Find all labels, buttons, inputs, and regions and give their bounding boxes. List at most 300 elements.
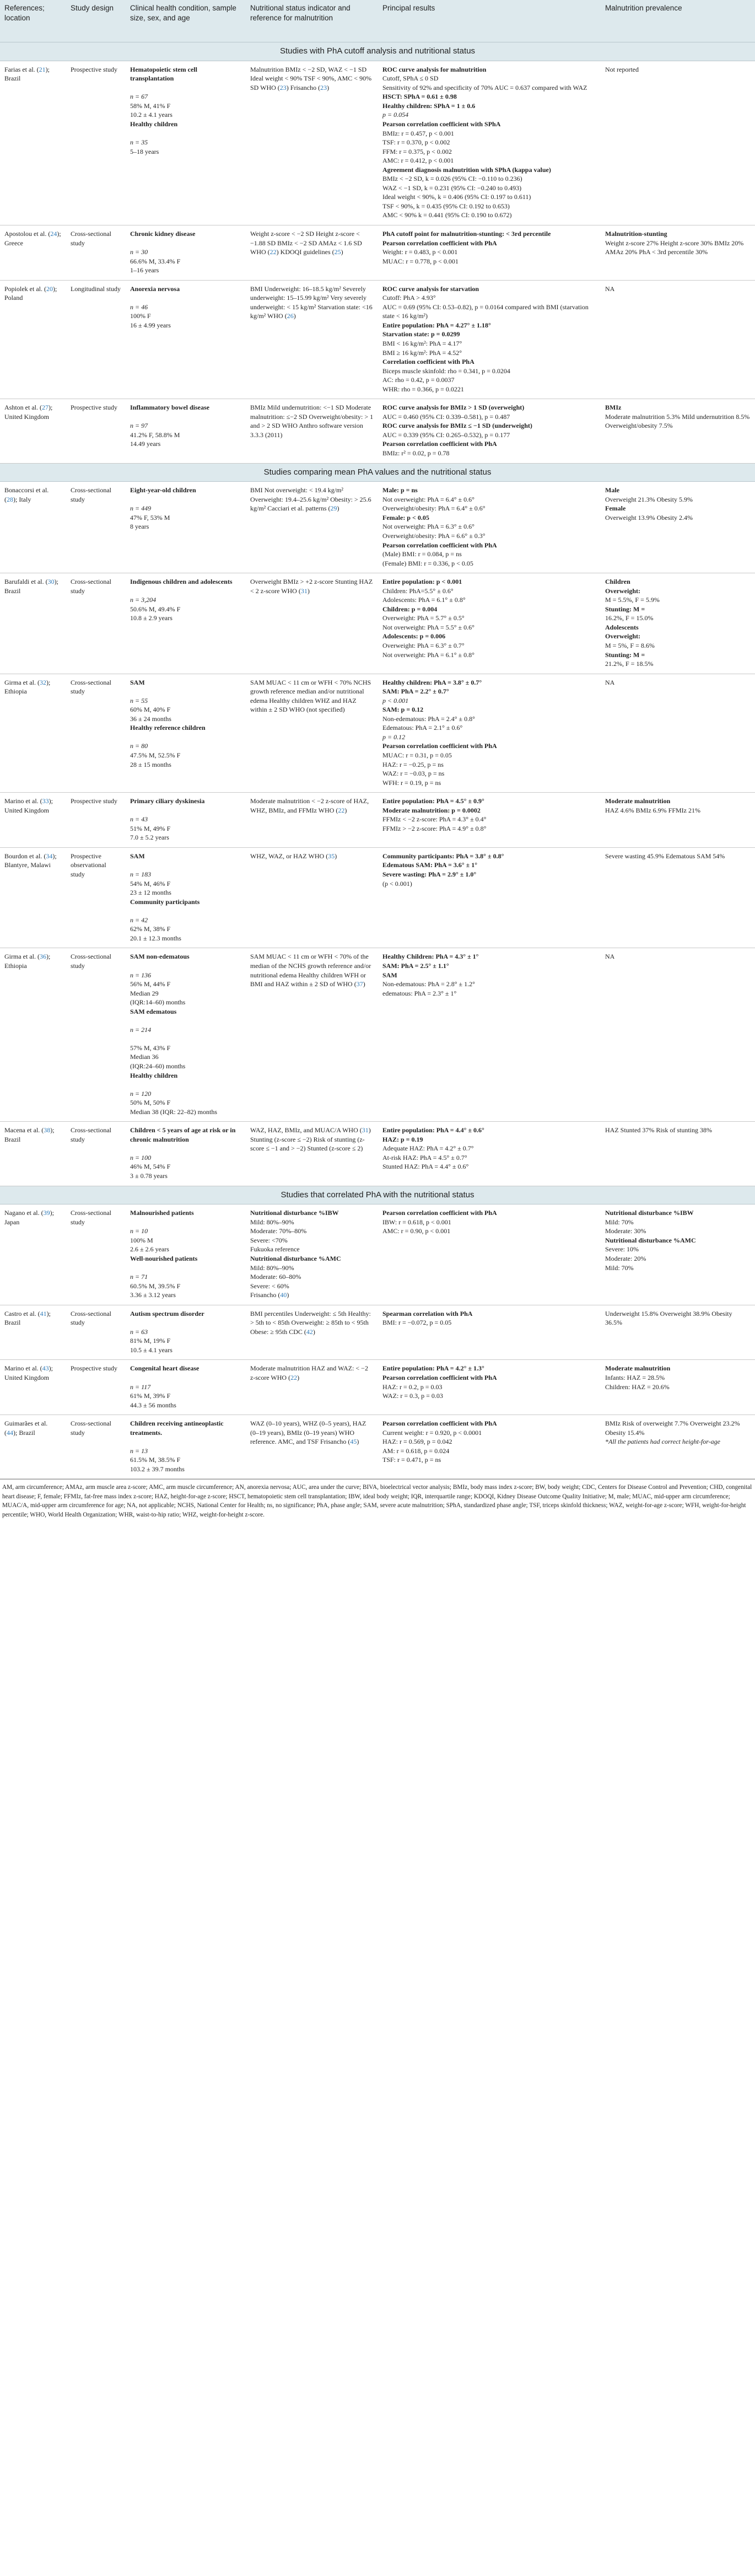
result-line: Children: p = 0.004 [382,605,438,613]
citation-link[interactable]: 30 [47,578,55,586]
result-line: AUC = 0.460 (95% CI: 0.339–0.581), p = 0.487 [382,412,510,421]
prevalence-line: Moderate: 20% [605,1254,646,1262]
cell-study-design: Cross-sectional study [66,1122,126,1186]
citation-link[interactable]: 38 [44,1126,51,1134]
condition-line: n = 214 [130,1025,152,1034]
citation-link[interactable]: 22 [338,806,345,814]
condition-line: 14.49 years [130,440,161,448]
prevalence-line: Overweight: [605,632,640,641]
citation-link[interactable]: 31 [362,1126,369,1134]
condition-line [130,1034,241,1044]
condition-line: 51% M, 49% F [130,824,171,832]
result-line: Agreement diagnosis malnutrition with SPhA (kappa value) [382,165,551,174]
condition-line [130,1016,241,1025]
cell-clinical-condition [126,948,246,1122]
prevalence-line: Malnutrition-stunting [605,229,667,238]
citation-link[interactable]: 36 [39,953,46,961]
cell-principal-results [378,482,601,573]
cell-nutritional-indicator [246,280,378,399]
indicator-text: ) [293,312,296,320]
condition-line: Congenital heart disease [130,1364,199,1373]
cell-clinical-condition [126,61,246,225]
condition-line: Hematopoietic stem cell transplantation [130,65,199,83]
cell-malnutrition-prevalence [601,482,755,573]
citation-link[interactable]: 44 [7,1428,13,1437]
cell-malnutrition-prevalence [601,280,755,399]
condition-line [130,1080,241,1089]
reference-text: ); Brazil [4,1126,55,1143]
cell-malnutrition-prevalence [601,1415,755,1479]
result-line: WAZ < −1 SD, k = 0.231 (95% CI: −0.240 to 0.493) [382,184,522,192]
result-line: BMI < 16 kg/m²: PhA = 4.17° [382,340,462,347]
cell-principal-results [378,948,601,1122]
citation-link[interactable]: 26 [287,312,294,320]
result-line: HSCT: SPhA = 0.61 ± 0.98 [382,93,457,101]
result-line: Entire population: PhA = 4.4° ± 0.6° [382,1126,484,1134]
result-line: At-risk HAZ: PhA = 4.5° ± 0.7° [382,1153,467,1161]
cell-nutritional-indicator [246,1204,378,1305]
condition-line [130,733,241,742]
indicator-text: BMI percentiles Underweight: ≤ 5th Healthy: > 5th to < 85th Overweight: ≥ 85th to < 95th Obese: ≥ 95th CDC ( [250,1309,371,1336]
condition-line: 3 ± 0.78 years [130,1171,168,1180]
citation-link[interactable]: 23 [279,83,287,92]
result-line: Overweight: PhA = 6.3° ± 0.7° [382,642,465,649]
cell-clinical-condition [126,280,246,399]
indicator-text: WHZ, WAZ, or HAZ WHO ( [250,852,328,860]
prevalence-line: NA [605,678,615,686]
result-line: Pearson correlation coefficient with SPhA [382,120,501,128]
condition-line: Median 38 (IQR: 22–82) months [130,1107,217,1116]
result-line: HAZ: r = −0.25, p = ns [382,760,444,768]
result-line: TSF: r = 0.471, p = ns [382,1456,441,1464]
result-line: Ideal weight < 90%, k = 0.406 (95% CI: 0.197 to 0.611) [382,193,531,201]
indicator-text: Fukuoka reference [250,1245,300,1254]
result-line: HAZ: r = 0.569, p = 0.042 [382,1438,452,1446]
condition-line [130,1437,241,1446]
result-line: Male: p = ns [382,486,418,494]
header-row [0,0,755,42]
table-row [0,1360,755,1415]
section-title: Studies that correlated PhA with the nutritional status [0,1186,755,1204]
result-line: Pearson correlation coefficient with PhA [382,1209,497,1217]
header-clinical-condition: Clinical health condition, sample size, sex, and age [126,0,246,42]
table-row [0,1415,755,1479]
citation-link[interactable]: 34 [46,852,53,860]
condition-line: n = 43 [130,815,148,824]
condition-line: n = 449 [130,504,152,513]
condition-line: n = 136 [130,971,152,979]
cell-reference [0,674,66,793]
citation-link[interactable]: 32 [39,678,46,686]
cell-clinical-condition [126,399,246,463]
condition-line: Inflammatory bowel disease [130,404,209,412]
result-line: BMIz < −2 SD, k = 0.026 (95% CI: −0.110 to 0.236) [382,175,522,183]
indicator-text: ) [344,806,347,814]
result-line: Spearman correlation with PhA [382,1309,473,1317]
result-line: SAM: PhA = 2.2° ± 0.7° [382,687,449,696]
citation-link[interactable]: 42 [306,1327,313,1336]
citation-link[interactable]: 29 [330,504,337,513]
citation-link[interactable]: 27 [42,404,48,412]
citation-link[interactable]: 28 [7,495,13,503]
table-row [0,482,755,573]
table-row [0,280,755,399]
result-line: BMIz: r² = 0.02, p = 0.78 [382,449,450,458]
result-line: Healthy children: SPhA = 1 ± 0.6 [382,101,476,110]
result-line: Entire population: PhA = 4.2° ± 1.3° [382,1364,484,1373]
table-row [0,1122,755,1186]
indicator-text: Overweight BMIz > +2 z-score Stunting HAZ < 2 z-score WHO ( [250,578,373,595]
indicator-text: Moderate: 60–80% [250,1273,301,1281]
condition-line: Healthy reference children [130,724,206,732]
result-line: Community participants: PhA = 3.8° ± 0.8° [382,852,504,860]
cell-nutritional-indicator [246,1360,378,1415]
citation-link[interactable]: 33 [42,797,49,805]
cell-reference [0,225,66,280]
result-line: Sensitivity of 92% and specificity of 70% AUC = 0.637 compared with WAZ [382,83,587,92]
result-line: Cutoff: PhA > 4.93° [382,294,436,302]
citation-link[interactable]: 43 [42,1364,49,1373]
condition-line [130,806,241,815]
condition-line: 7.0 ± 5.2 years [130,833,169,842]
condition-line: 60% M, 40% F [130,706,171,714]
indicator-text: Moderate malnutrition HAZ and WAZ: < −2 z-score WHO ( [250,1364,368,1381]
citation-link[interactable]: 37 [356,980,363,988]
cell-nutritional-indicator [246,793,378,848]
indicator-text: ) [307,587,310,595]
result-line: BMI: r = −0.072, p = 0.05 [382,1319,452,1327]
cell-principal-results [378,61,601,225]
result-line: Pearson correlation coefficient with PhA [382,1419,497,1428]
reference-text: Apostolou et al. ( [4,229,51,238]
prevalence-line: Moderate: 30% [605,1227,646,1235]
result-line: SAM: p = 0.12 [382,706,424,714]
condition-line: 50.6% M, 49.4% F [130,605,181,613]
condition-line: 10.2 ± 4.1 years [130,111,172,119]
condition-line: Children < 5 years of age at risk or in chronic malnutrition [130,1126,238,1143]
cell-principal-results [378,225,601,280]
indicator-text: Mild: 80%–90% [250,1263,294,1272]
result-line: SAM [382,971,397,979]
reference-text: Barufaldi et al. ( [4,578,48,586]
result-line: Not overweight: PhA = 5.5° ± 0.6° [382,623,474,631]
prevalence-line: Male [605,486,619,494]
cell-principal-results [378,1305,601,1360]
cell-study-design: Cross-sectional study [66,482,126,573]
header-malnutrition-prevalence: Malnutrition prevalence [601,0,755,42]
condition-line: n = 42 [130,916,148,924]
prevalence-line: Children: HAZ = 20.6% [605,1383,670,1391]
reference-text: ); Brazil [4,578,58,595]
condition-line: 61% M, 39% F [130,1392,171,1400]
indicator-text: Moderate: 70%–80% [250,1227,307,1235]
condition-line: 20.1 ± 12.3 months [130,934,181,942]
cell-clinical-condition [126,225,246,280]
condition-line: 36 ± 24 months [130,714,171,723]
citation-link[interactable]: 25 [334,248,341,256]
result-line: AMC: r = 0.90, p < 0.001 [382,1227,451,1235]
condition-line: 2.6 ± 2.6 years [130,1245,169,1254]
result-line: HAZ: p = 0.19 [382,1135,423,1143]
prevalence-line: Overweight 21.3% Obesity 5.9% [605,495,693,503]
cell-nutritional-indicator [246,399,378,463]
result-line: Pearson correlation coefficient with PhA [382,239,497,247]
cell-reference [0,847,66,948]
result-line: TSF < 90%, k = 0.435 (95% CI: 0.192 to 0.653) [382,202,510,210]
indicator-text: ) [337,504,339,513]
cell-malnutrition-prevalence [601,793,755,848]
result-line: Adolescents: p = 0.006 [382,632,446,641]
cell-malnutrition-prevalence [601,1360,755,1415]
citation-link[interactable]: 41 [40,1309,47,1317]
cell-malnutrition-prevalence [601,399,755,463]
cell-principal-results [378,1360,601,1415]
citation-link[interactable]: 22 [269,248,277,256]
prevalence-line: BMIz Risk of overweight 7.7% Overweight 23.2% Obesity 15.4% [605,1419,742,1437]
result-line: Pearson correlation coefficient with PhA [382,742,497,750]
result-line: ROC curve analysis for BMIz ≤ −1 SD (underweight) [382,422,532,430]
result-line: (p < 0.001) [382,879,412,888]
cell-study-design: Cross-sectional study [66,1415,126,1479]
reference-text: ); Italy [13,495,31,503]
result-line: Starvation state: p = 0.0299 [382,330,460,338]
table-row [0,573,755,674]
cell-principal-results [378,1122,601,1186]
table-row [0,1305,755,1360]
cell-study-design: Prospective study [66,1360,126,1415]
reference-text: Popiolek et al. ( [4,284,46,293]
condition-line [130,587,241,596]
indicator-text: ) [327,83,330,92]
result-line: ROC curve analysis for BMIz > 1 SD (overweight) [382,404,525,412]
citation-link[interactable]: 45 [350,1438,357,1446]
condition-line [130,861,241,870]
prevalence-line: Stunting: M = [605,605,645,613]
condition-line: n = 67 [130,93,148,101]
condition-line: Eight-year-old children [130,486,196,494]
table-footnote: AM, arm circumference; AMAz, arm muscle area z-score; AMC, arm muscle circumference; AN, anorexia nervosa; AUC, area under the curve; BIVA, bioelectrical vector analysis; BMIz, body mass index z-score; BW, body weight; CDC, Centers for Disease Control and Prevention; CHD, congenital heart disease; F, female; FFMIz, fat-free mass index z-score; HAZ, height-for-age z-score; HSCT, hematopoietic stem cell transplantation; IBW, ideal body weight; IQR, interquartile range; KDOQI, Kidney Disease Outcome Quality Initiative; M, male; MUAC, mid-upper arm circumference; MUAC/A, mid-upper arm circumference for age; NA, not applicable; NCHS, National Center for Health; ns, no significance; PhA, phase angle; SAM, severe acute malnutrition; SPhA, standardized phase angle; TSF, triceps skinfold thickness; WAZ, weight-for-age z-score; WFH, weight-for-height percentile; WHO, World Health Organization; WHR, waist-to-hip ratio; WHZ, weight-for-height z-score. [0,1479,755,1519]
result-line: Edematous: PhA = 2.1° ± 0.6° [382,724,463,732]
indicator-text: ) [312,1327,315,1336]
condition-line: n = 3,204 [130,596,157,604]
result-line: MUAC: r = 0.31, p = 0.05 [382,751,452,760]
condition-line [130,961,241,971]
table-row [0,399,755,463]
reference-text: ); Greece [4,229,61,247]
cell-clinical-condition [126,847,246,948]
prevalence-line: Mild: 70% [605,1263,634,1272]
condition-line: n = 10 [130,1227,148,1235]
condition-line: Healthy children [130,120,178,128]
condition-line: 5–18 years [130,147,159,155]
condition-line: Malnourished patients [130,1209,194,1217]
condition-line: n = 35 [130,138,148,147]
condition-line: 62% M, 38% F [130,925,171,933]
cell-malnutrition-prevalence [601,61,755,225]
result-line: AMC < 90% k = 0.441 (95% CI: 0.190 to 0.672) [382,211,512,219]
condition-line [130,293,241,303]
condition-line: (IQR:14–60) months [130,998,186,1007]
cell-nutritional-indicator [246,61,378,225]
condition-line: (IQR:24–60) months [130,1062,186,1070]
condition-line: n = 100 [130,1153,152,1161]
condition-line [130,1318,241,1327]
cell-clinical-condition [126,1415,246,1479]
table-header [0,0,755,42]
cell-study-design: Cross-sectional study [66,1204,126,1305]
result-line: p < 0.001 [382,696,409,704]
result-line: ROC curve analysis for starvation [382,284,479,293]
result-line: FFMIz > −2 z-score: PhA = 4.9° ± 0.8° [382,824,487,832]
result-line: AUC = 0.339 (95% CI: 0.265–0.532), p = 0.177 [382,431,510,439]
condition-line: Children receiving antineoplastic treatments. [130,1419,225,1437]
prevalence-line: Adolescents [605,623,639,631]
cell-clinical-condition [126,793,246,848]
condition-line: Autism spectrum disorder [130,1309,204,1317]
result-line: BMI ≥ 16 kg/m²: PhA = 4.52° [382,348,462,357]
prevalence-line: Stunting: M = [605,650,645,659]
cell-reference [0,1305,66,1360]
cell-principal-results [378,1204,601,1305]
condition-line: Indigenous children and adolescents [130,578,233,586]
result-line: Cutoff, SPhA ≤ 0 SD [382,74,439,83]
prevalence-line: NA [605,284,615,293]
citation-link[interactable]: 22 [290,1373,298,1381]
reference-text: Castro et al. ( [4,1309,40,1317]
indicator-text: Malnutrition BMIz < −2 SD, WAZ < −1 SD Ideal weight < 90% TSF < 90%, AMC < 90% SD WHO ( [250,65,372,92]
citation-link[interactable]: 31 [300,587,308,595]
cell-malnutrition-prevalence [601,948,755,1122]
condition-line: 54% M, 46% F [130,879,171,888]
condition-line: n = 117 [130,1383,151,1391]
header-principal-results: Principal results [378,0,601,42]
citation-link[interactable]: 40 [280,1291,287,1299]
cell-clinical-condition [126,674,246,793]
result-line: FFM: r = 0.375, p < 0.002 [382,147,452,155]
prevalence-line: Moderate malnutrition 5.3% Mild undernutrition 8.5% Overweight/obesity 7.5% [605,412,752,430]
indicator-text: BMI Underweight: 16–18.5 kg/m² Severely underweight: 15–15.99 kg/m² Very severely underweight: < 15 kg/m² Starvation state: <16 kg/m² WHO ( [250,284,373,320]
condition-line: SAM [130,852,145,860]
result-line: IBW: r = 0.618, p < 0.001 [382,1218,451,1226]
prevalence-line: Not reported [605,65,639,73]
indicator-text: BMIz Mild undernutrition: <−1 SD Moderate malnutrition: ≤−2 SD Overweight/obesity: > 1 and > 2 SD WHO Anthro software version 3.3.3 (2011) [250,404,374,439]
citation-link[interactable]: 24 [50,229,57,238]
cell-reference [0,482,66,573]
condition-line: 57% M, 43% F [130,1044,171,1052]
result-line: HAZ: r = 0.2, p = 0.03 [382,1383,443,1391]
prevalence-line: Overweight 13.9% Obesity 2.4% [605,513,693,521]
cell-clinical-condition [126,482,246,573]
condition-line: 61.5% M, 38.5% F [130,1456,181,1464]
condition-line: 8 years [130,523,149,531]
condition-line: n = 55 [130,696,148,704]
condition-line: SAM [130,678,145,686]
indicator-text: ) Frisancho ( [286,83,321,92]
condition-line [130,1144,241,1153]
cell-malnutrition-prevalence [601,1305,755,1360]
section-header-row [0,1186,755,1204]
indicator-text: WAZ, HAZ, BMIz, and MUAC/A WHO ( [250,1126,362,1134]
indicator-text: WAZ (0–10 years), WHZ (0–5 years), HAZ (0–19 years), BMIz (0–19 years) WHO reference. AMC, and TSF Frisancho ( [250,1419,366,1446]
result-line: Not overweight: PhA = 6.3° ± 0.6° [382,523,474,531]
cell-principal-results [378,847,601,948]
citation-link[interactable]: 35 [328,852,335,860]
result-line: AMC: r = 0.412, p < 0.001 [382,157,454,165]
reference-text: ); United Kingdom [4,1364,53,1381]
reference-text: ); Brazil [4,1309,51,1327]
result-line: AUC = 0.69 (95% CI: 0.53–0.82), p = 0.0164 compared with BMI (starvation state < 16 kg/m²) [382,303,590,320]
prevalence-line: Moderate malnutrition [605,797,671,805]
prevalence-line: Nutritional disturbance %AMC [605,1236,696,1244]
condition-line [130,1373,241,1383]
cell-principal-results [378,573,601,674]
section-header-row [0,463,755,482]
citation-link[interactable]: 23 [320,83,327,92]
condition-line [130,1263,241,1273]
indicator-text: SAM MUAC < 11 cm or WFH < 70% of the median of the NCHS growth reference and/or nutritional edema Healthy children WFH or BMI and HAZ within ± 2 SD of WHO ( [250,953,371,988]
table-row [0,793,755,848]
prevalence-line: 21.2%, F = 18.5% [605,660,654,668]
result-line: Correlation coefficient with PhA [382,358,474,366]
condition-line: 47% F, 53% M [130,513,170,521]
cell-nutritional-indicator [246,1415,378,1479]
cell-clinical-condition [126,1204,246,1305]
reference-text: Bourdon et al. ( [4,852,46,860]
citation-link[interactable]: 21 [39,65,46,73]
condition-line [130,687,241,696]
header-nutritional-indicator: Nutritional status indicator and reference for malnutrition [246,0,378,42]
indicator-text: ) [297,1373,300,1381]
condition-line: 10.5 ± 4.1 years [130,1346,172,1354]
cell-principal-results [378,280,601,399]
cell-malnutrition-prevalence [601,225,755,280]
prevalence-line: Infants: HAZ = 28.5% [605,1373,665,1381]
cell-reference [0,1122,66,1186]
condition-line [130,1218,241,1227]
reference-text: Guimarães et al. ( [4,1419,48,1437]
result-line: BMIz: r = 0.457, p < 0.001 [382,129,454,137]
cell-principal-results [378,1415,601,1479]
citation-link[interactable]: 39 [43,1209,50,1217]
condition-line: 103.2 ± 39.7 months [130,1465,185,1473]
cell-reference [0,1360,66,1415]
result-line: WHR: rho = 0.366, p = 0.0221 [382,385,464,393]
condition-line: 16 ± 4.99 years [130,321,171,329]
condition-line [130,129,241,138]
condition-line [130,239,241,248]
prevalence-line: Moderate malnutrition [605,1364,671,1373]
table-row [0,1204,755,1305]
citation-link[interactable]: 20 [46,284,53,293]
condition-line: n = 63 [130,1327,148,1336]
reference-text: Nagano et al. ( [4,1209,44,1217]
cell-clinical-condition [126,1360,246,1415]
cell-nutritional-indicator [246,674,378,793]
cell-nutritional-indicator [246,573,378,674]
prevalence-line: 16.2%, F = 15.0% [605,614,654,622]
condition-line: 66.6% M, 33.4% F [130,257,181,265]
indicator-text: ) [341,248,343,256]
condition-line: 81% M, 19% F [130,1337,171,1345]
table-body [0,42,755,1479]
condition-line: Healthy children [130,1071,178,1079]
cell-nutritional-indicator [246,225,378,280]
cell-study-design: Prospective study [66,793,126,848]
prevalence-line: M = 5%, F = 8.6% [605,642,655,649]
condition-line: n = 30 [130,248,148,256]
prevalence-line: M = 5.5%, F = 5.9% [605,596,660,604]
cell-principal-results [378,793,601,848]
